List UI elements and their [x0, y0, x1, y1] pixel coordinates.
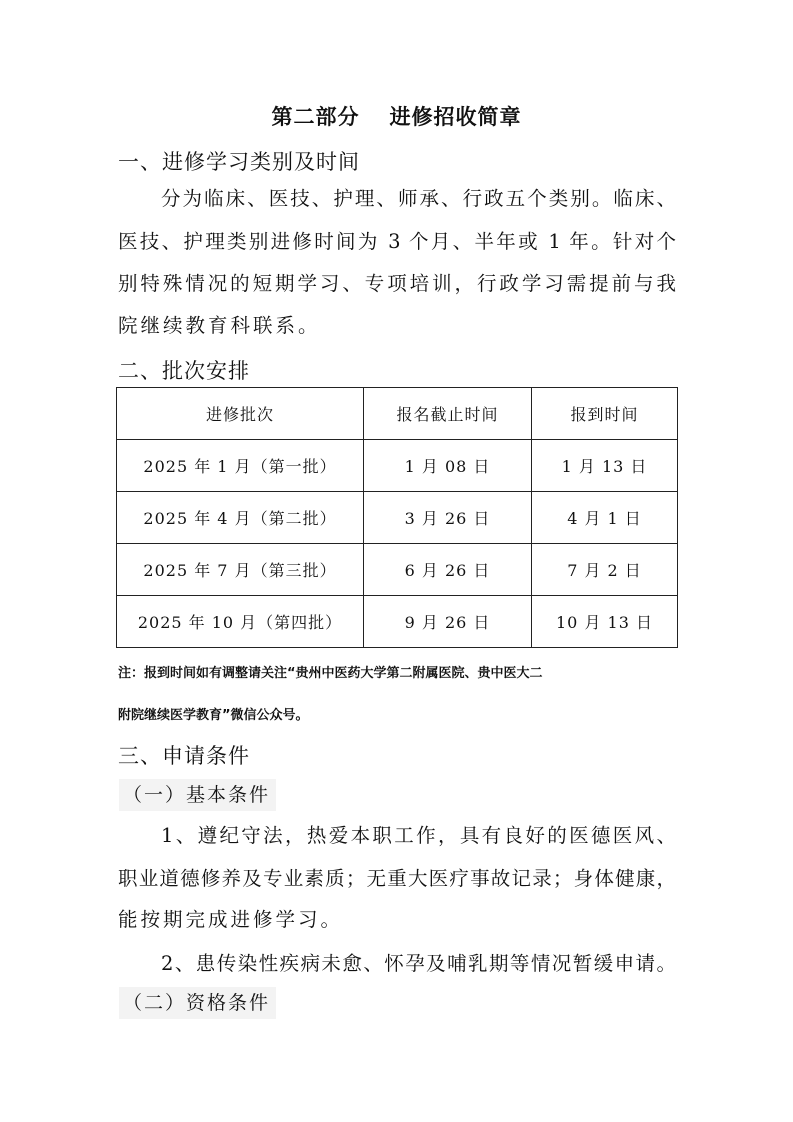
note-line-2: 附院继续医学教育”微信公众号。: [118, 708, 309, 723]
table-cell: 7 月 2 日: [532, 544, 678, 596]
table-cell: 2025 年 1 月（第一批）: [117, 440, 364, 492]
title-name: 进修招收简章: [389, 105, 522, 129]
table-row: [117, 440, 678, 492]
section3-heading: 三、申请条件: [118, 744, 250, 768]
table-header-row: [117, 388, 678, 440]
section1-line-1: 分为临床、医技、护理、师承、行政五个类别。临床、: [161, 187, 676, 210]
page-title: [0, 101, 793, 131]
batch-schedule-table: [116, 387, 678, 648]
condition-1-line-3: 能按期完成进修学习。: [118, 908, 344, 931]
section1-line-3: 别特殊情况的短期学习、专项培训，行政学习需提前与我: [118, 272, 676, 295]
table-cell: 4 月 1 日: [532, 492, 678, 544]
table-cell: 9 月 26 日: [364, 596, 532, 648]
table-row: [117, 492, 678, 544]
table-cell: 10 月 13 日: [532, 596, 678, 648]
table-cell: 2025 年 7 月（第三批）: [117, 544, 364, 596]
condition-1-line-2: 职业道德修养及专业素质；无重大医疗事故记录；身体健康，: [118, 867, 676, 890]
section1-line-2: 医技、护理类别进修时间为 3 个月、半年或 1 年。针对个: [118, 230, 676, 253]
table-header: 报到时间: [532, 388, 678, 440]
table-row: [117, 544, 678, 596]
section2-heading: 二、批次安排: [118, 359, 250, 383]
condition-1-line-1: 1、遵纪守法，热爱本职工作，具有良好的医德医风、: [161, 824, 676, 847]
subheading-qualifications: （二）资格条件: [119, 987, 276, 1019]
note-line-1: 注：报到时间如有调整请关注“贵州中医药大学第二附属医院、贵中医大二: [118, 666, 543, 681]
condition-2: 2、患传染性疾病未愈、怀孕及哺乳期等情况暂缓申请。: [161, 952, 676, 975]
title-part: 第二部分: [271, 105, 360, 129]
section1-heading: 一、进修学习类别及时间: [118, 150, 360, 174]
table-row: [117, 596, 678, 648]
table-cell: 2025 年 4 月（第二批）: [117, 492, 364, 544]
table-cell: 1 月 08 日: [364, 440, 532, 492]
table-header: 报名截止时间: [364, 388, 532, 440]
subheading-basic-conditions: （一）基本条件: [119, 779, 276, 811]
table-cell: 6 月 26 日: [364, 544, 532, 596]
table-cell: 1 月 13 日: [532, 440, 678, 492]
section1-line-4: 院继续教育科联系。: [118, 314, 321, 337]
table-cell: 2025 年 10 月（第四批）: [117, 596, 364, 648]
table-header: 进修批次: [117, 388, 364, 440]
table-cell: 3 月 26 日: [364, 492, 532, 544]
